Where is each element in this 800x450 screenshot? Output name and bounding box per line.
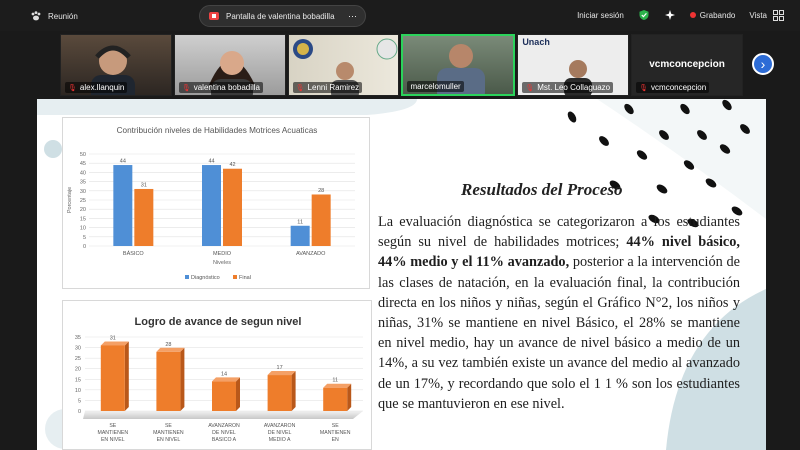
bar <box>223 169 242 246</box>
muted-mic-icon: 🎙 <box>525 84 535 92</box>
muted-mic-icon: 🎙 <box>639 84 649 92</box>
data-label: 11 <box>332 377 339 384</box>
bar-top <box>323 384 351 388</box>
y-tick-label: 5 <box>77 398 81 405</box>
grid-view-icon <box>773 10 784 21</box>
y-tick-label: 10 <box>74 387 81 394</box>
data-label: 31 <box>140 182 147 189</box>
recording-label: Grabando <box>699 10 736 20</box>
bar-side <box>125 341 129 411</box>
shared-slide <box>37 99 766 450</box>
bar <box>312 194 331 246</box>
participant-name-tag: marcelomuller <box>407 81 463 92</box>
meeting-label: Reunión <box>48 11 78 21</box>
x-tick-label: MANTIENEN <box>319 430 351 436</box>
screen-share-indicator[interactable] <box>199 5 366 27</box>
bar <box>156 352 180 411</box>
participant-name-tag: 🎙 valentina bobadilla <box>179 82 263 93</box>
bar <box>134 189 153 246</box>
legend-swatch <box>185 275 189 279</box>
x-tick-label: MANTIENEN <box>153 430 184 436</box>
bar <box>212 381 236 411</box>
y-tick-label: 15 <box>79 216 86 223</box>
data-label: 11 <box>297 219 304 226</box>
chart-floor <box>83 411 363 419</box>
meeting-paw-icon <box>30 10 42 22</box>
y-tick-label: 0 <box>77 409 81 415</box>
data-label: 17 <box>276 365 283 372</box>
y-tick-label: 40 <box>79 170 86 177</box>
data-label: 28 <box>165 341 172 348</box>
view-label: Vista <box>749 10 767 20</box>
x-tick-label: AVANZARON <box>263 423 296 429</box>
muted-mic-icon: 🎙 <box>68 84 77 92</box>
y-tick-label: 50 <box>79 152 86 158</box>
bar-side <box>180 348 184 411</box>
participant-strip <box>60 34 743 96</box>
bar <box>113 165 132 246</box>
x-tick-label: BASICO A <box>211 437 237 443</box>
bar-top <box>101 341 129 345</box>
participant-tile-no-video[interactable] <box>631 34 743 96</box>
data-label: 44 <box>119 158 126 165</box>
y-tick-label: 30 <box>79 188 86 195</box>
x-tick-label: EN NIVEL <box>156 437 181 443</box>
more-options-icon[interactable]: ⋯ <box>348 10 357 21</box>
participant-tile-speaking[interactable] <box>401 34 515 96</box>
legend-label: Diagnóstico <box>191 275 220 281</box>
participant-display-name: vcmconcepcion <box>649 59 725 70</box>
login-link[interactable]: Iniciar sesión <box>577 10 624 20</box>
bar-side <box>347 384 351 411</box>
y-tick-label: 15 <box>74 377 81 384</box>
participant-tile[interactable] <box>174 34 286 96</box>
participant-name-tag: 🎙 alex.llanquin <box>65 82 127 93</box>
x-axis-label: Niveles <box>212 260 232 266</box>
chart-logro-avance <box>62 300 372 450</box>
university-logo: Unach <box>522 37 550 47</box>
sparkle-icon[interactable] <box>664 9 676 21</box>
chart-habilidades <box>62 117 370 289</box>
data-label: 44 <box>208 158 215 165</box>
view-menu[interactable] <box>749 10 784 21</box>
bar-side <box>236 377 240 411</box>
x-tick-label: AVANZARON <box>208 423 240 429</box>
x-tick-label: MANTIENEN <box>97 430 129 436</box>
bar <box>323 388 347 411</box>
bar-side <box>292 371 296 411</box>
bar <box>291 226 310 246</box>
x-tick-label: SE <box>331 423 339 429</box>
y-tick-label: 25 <box>79 198 86 204</box>
y-tick-label: 35 <box>79 179 86 186</box>
chart-title: Contribución niveles de Habilidades Motrices Acuaticas <box>116 126 318 135</box>
share-screen-icon <box>208 10 220 22</box>
next-participants-button[interactable] <box>752 53 774 75</box>
participant-tile[interactable] <box>288 34 400 96</box>
bar-top <box>212 377 240 381</box>
y-axis-label: Porcentaje <box>67 186 73 214</box>
legend-label: Final <box>239 275 251 281</box>
x-tick-label: MEDIO <box>212 251 232 257</box>
x-tick-label: EN NIVEL <box>100 437 125 443</box>
shield-icon[interactable] <box>638 9 650 21</box>
x-tick-label: SE <box>164 423 172 429</box>
data-label: 31 <box>109 335 116 342</box>
meeting-info[interactable] <box>30 10 78 22</box>
bar-top <box>268 371 296 375</box>
y-tick-label: 30 <box>74 345 81 352</box>
recording-indicator[interactable] <box>690 11 736 20</box>
chart-title: Logro de avance de segun nivel <box>134 316 302 328</box>
share-label: Pantalla de valentina bobadilla <box>226 11 335 21</box>
participant-tile[interactable] <box>517 34 629 96</box>
x-tick-label: BÁSICO <box>122 251 144 257</box>
slide-body-highlight: 44% nivel básico, 44% medio y el 11% avanzado, <box>378 234 740 271</box>
meeting-toolbar <box>0 0 800 31</box>
x-tick-label: MEDIO A <box>268 437 291 443</box>
legend-swatch <box>233 275 237 279</box>
participant-name-tag: 🎙 Lenni Ramirez <box>293 82 362 93</box>
y-tick-label: 0 <box>82 244 86 250</box>
bar <box>268 375 292 411</box>
data-label: 14 <box>220 371 228 378</box>
recording-dot-icon <box>690 12 696 18</box>
bar-chart-habilidades <box>63 118 371 290</box>
y-tick-label: 45 <box>79 161 86 168</box>
participant-name-tag: 🎙 Mst. Leo Collaguazo <box>522 82 613 93</box>
x-tick-label: DE NIVEL <box>267 430 292 436</box>
slide-body-text: La evaluación diagnóstica se categorizaron a los estudiantes según su nivel de habilidades motrices; 44% nivel básico, 44% medio y el 11% avanzado, posterior a la intervención de las clases de natación, en la evaluación final, la contribución directa en los niños y niñas, según el Gráfico N°2, los niños y niñas, 31% se mantiene en nivel Básico, el 28% se mantiene en nivel medio, hay un avance de nivel básico a medio de un 14%, a su vez también existe un avance del medio al avanzado de un 17%, y recordando que solo el 1 1 % son los estudiantes que se mantuvieron en ese nivel. <box>378 214 740 412</box>
chevron-right-icon: › <box>760 56 766 72</box>
participant-tile[interactable] <box>60 34 172 96</box>
muted-mic-icon: 🎙 <box>295 84 305 92</box>
y-tick-label: 20 <box>74 366 81 373</box>
y-tick-label: 10 <box>79 225 86 232</box>
slide-title: Resultados del Proceso <box>461 180 623 199</box>
data-label: 28 <box>318 187 325 194</box>
y-tick-label: 25 <box>74 356 81 363</box>
bar-chart-logro-avance <box>63 301 373 450</box>
x-tick-label: AVANZADO <box>295 251 326 257</box>
data-label: 42 <box>229 162 236 169</box>
participant-name-tag: 🎙 vcmconcepcion <box>636 82 709 93</box>
muted-mic-icon: 🎙 <box>181 84 191 92</box>
bar-top <box>156 348 184 352</box>
y-tick-label: 20 <box>79 207 86 214</box>
x-tick-label: DE NIVEL <box>212 430 236 436</box>
y-tick-label: 35 <box>74 335 81 341</box>
x-tick-label: SE <box>109 423 117 429</box>
x-tick-label: EN <box>331 437 339 443</box>
bar <box>101 345 125 411</box>
bar <box>202 165 221 246</box>
y-tick-label: 5 <box>82 234 86 241</box>
